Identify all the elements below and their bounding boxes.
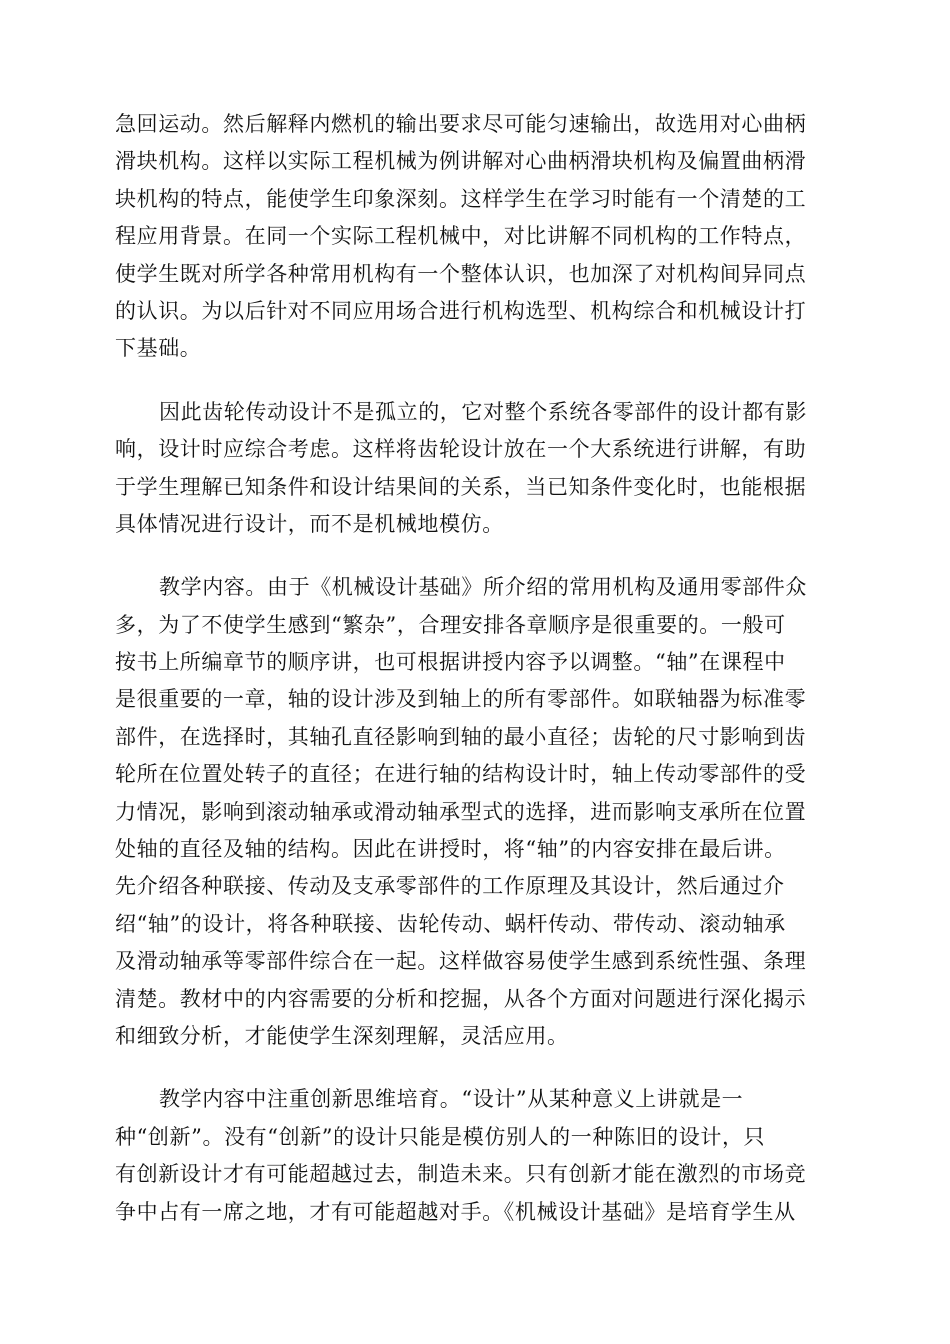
text-line: 具体情况进行设计，而不是机械地模仿。 [115,511,504,536]
text-line: 有创新设计才有可能超越过去，制造未来。只有创新才能在激烈的市场竞 [115,1162,807,1187]
text-line: 争中占有一席之地，才有可能超越对手。《机械设计基础》是培育学生从 [115,1199,796,1224]
text-line: 响，设计时应综合考虑。这样将齿轮设计放在一个大系统进行讲解，有助 [115,437,807,462]
text-line: 多，为了不使学生感到“繁杂”，合理安排各章顺序是很重要的。一般可 [115,612,786,637]
paragraph-mechanism-example [115,106,835,368]
text-line: 部件，在选择时，其轴孔直径影响到轴的最小直径；齿轮的尺寸影响到齿 [115,724,807,749]
text-line: 处轴的直径及轴的结构。因此在讲授时，将“轴”的内容安排在最后讲。 [115,837,786,862]
text-line: 教学内容。由于《机械设计基础》所介绍的常用机构及通用零部件众 [159,575,807,600]
text-line: 块机构的特点，能使学生印象深刻。这样学生在学习时能有一个清楚的工 [115,186,807,211]
text-line: 是很重要的一章，轴的设计涉及到轴上的所有零部件。如联轴器为标准零 [115,687,807,712]
text-line: 力情况，影响到滚动轴承或滑动轴承型式的选择，进而影响支承所在位置 [115,799,807,824]
text-line: 绍“轴”的设计，将各种联接、齿轮传动、蜗杆传动、带传动、滚动轴承 [115,911,786,936]
paragraph-gear-design [115,394,835,544]
text-line: 急回运动。然后解释内燃机的输出要求尽可能匀速输出，故选用对心曲柄 [115,112,807,136]
text-line: 的认识。为以后针对不同应用场合进行机构选型、机构综合和机械设计打 [115,298,807,323]
body-text [115,106,835,1257]
text-line: 下基础。 [115,336,202,361]
text-line: 和细致分析，才能使学生深刻理解，灵活应用。 [115,1023,569,1048]
text-line: 滑块机构。这样以实际工程机械为例讲解对心曲柄滑块机构及偏置曲柄滑 [115,149,807,174]
paragraph-teaching-content [115,569,835,1055]
text-line: 因此齿轮传动设计不是孤立的，它对整个系统各零部件的设计都有影 [159,399,807,424]
paragraph-innovation [115,1081,835,1231]
text-line: 按书上所编章节的顺序讲，也可根据讲授内容予以调整。“轴”在课程中 [115,650,786,675]
text-line: 种“创新”。没有“创新”的设计只能是模仿别人的一种陈旧的设计，只 [115,1124,766,1149]
text-line: 程应用背景。在同一个实际工程机械中，对比讲解不同机构的工作特点， [115,224,807,249]
text-line: 清楚。教材中的内容需要的分析和挖掘，从各个方面对问题进行深化揭示 [115,986,807,1011]
text-line: 使学生既对所学各种常用机构有一个整体认识，也加深了对机构间异同点 [115,261,807,286]
text-line: 轮所在位置处转子的直径；在进行轴的结构设计时，轴上传动零部件的受 [115,762,807,787]
text-line: 教学内容中注重创新思维培育。“设计”从某种意义上讲就是一 [159,1087,744,1112]
text-line: 于学生理解已知条件和设计结果间的关系，当已知条件变化时，也能根据 [115,474,807,499]
text-line: 及滑动轴承等零部件综合在一起。这样做容易使学生感到系统性强、条理 [115,949,807,974]
text-line: 先介绍各种联接、传动及支承零部件的工作原理及其设计，然后通过介 [115,874,785,899]
